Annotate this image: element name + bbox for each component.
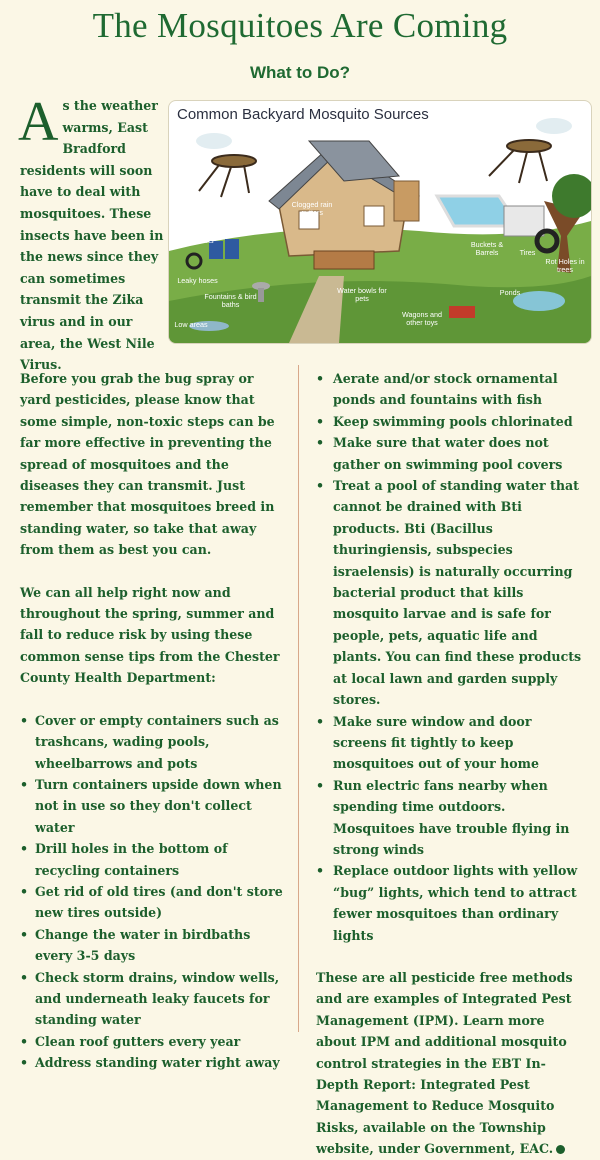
label-hoses: Leaky hoses: [177, 276, 218, 285]
label-boats: Uncovered boats: [235, 218, 271, 235]
list-item: • Check storm drains, window wells, and underneath leaky faucets for standing water: [20, 967, 285, 1031]
list-item: • Make sure window and door screens fit tightly to keep mosquitoes out of your home: [316, 711, 586, 775]
list-item: • Clean roof gutters every year: [20, 1031, 285, 1052]
list-item: • Drill holes in the bottom of recycling containers: [20, 838, 285, 881]
label-rot: Rot Holes in trees: [545, 257, 585, 274]
right-tips-list: [316, 368, 586, 946]
list-item: • Keep swimming pools chlorinated: [316, 411, 586, 432]
intro-text: s the weather warms, East Bradford residents will soon have to deal with mosquitoes. These insects have been in the news since they can sometimes transmit the Zika virus and in our area, the West Nile Virus.: [20, 98, 164, 373]
label-ponds: Ponds: [499, 288, 521, 297]
list-item: • Treat a pool of standing water that cannot be drained with Bti products. Bti (Bacillus thuringiensis, subspecies israelensis) is naturally occurring bacterial product that kills mosquito larvae and is safe for people, pets, aquatic life and plants. You can find these products at local lawn and garden supply stores.: [316, 475, 586, 710]
right-column: [316, 368, 586, 1160]
left-paragraph-1: Before you grab the bug spray or yard pesticides, please know that some simple, non-toxic steps can be far more effective in preventing the spread of mosquitoes and the diseases they can transmit. Just remember that mosquitoes breed in standing water, so take that away from them as best you can.: [20, 371, 275, 558]
left-column: [20, 368, 285, 1074]
label-buckets: Buckets & Barrels: [470, 240, 504, 257]
intro-paragraph: [18, 91, 165, 376]
mosquito-sources-illustration: [168, 100, 592, 344]
list-item: • Run electric fans nearby when spending time outdoors. Mosquitoes have trouble flying in strong winds: [316, 775, 586, 861]
page-title: The Mosquitoes Are Coming: [92, 6, 508, 45]
label-trash: Open trash bins: [189, 228, 225, 245]
page-subtitle: What to Do?: [249, 63, 351, 82]
drop-cap: A: [18, 91, 59, 153]
left-tips-list: [20, 710, 285, 1074]
illustration-title: Common Backyard Mosquito Sources: [177, 106, 429, 123]
list-item: • Cover or empty containers such as trashcans, wading pools, wheelbarrows and pots: [20, 710, 285, 774]
list-item: • Address standing water right away: [20, 1052, 285, 1073]
label-gutters: Clogged rain gutters: [291, 200, 333, 217]
left-paragraph-2: We can all help right now and throughout the spring, summer and fall to reduce risk by using these common sense tips from the Chester County Health Department:: [20, 584, 280, 686]
closing-paragraph: [316, 967, 586, 1160]
list-item: • Get rid of old tires (and don't store new tires outside): [20, 881, 285, 924]
list-item: • Replace outdoor lights with yellow “bug” lights, which tend to attract fewer mosquitoes than ordinary lights: [316, 860, 586, 946]
label-fountains: Fountains & bird baths: [204, 292, 257, 309]
label-water-bowls: Water bowls for pets: [337, 286, 387, 303]
column-divider: [298, 365, 299, 1032]
list-item: • Turn containers upside down when not in use so they don't collect water: [20, 774, 285, 838]
label-tires: Tires: [519, 248, 536, 257]
label-pools: Neglected Pools: [459, 178, 513, 187]
label-wagons: Wagons and other toys: [401, 310, 443, 327]
label-low: Low areas: [174, 320, 208, 329]
end-mark-icon: [556, 1145, 565, 1154]
closing-text: These are all pesticide free methods and are examples of Integrated Pest Management (IPM). Learn more about IPM and additional mosquito control strategies in the EBT In-Depth Report: Integrated Pest Management to Reduce Mosquito Risks, available on the Township website, under Government, EAC.: [316, 969, 573, 1157]
list-item: • Aerate and/or stock ornamental ponds and fountains with fish: [316, 368, 586, 411]
list-item: • Change the water in birdbaths every 3-5 days: [20, 924, 285, 967]
list-item: • Make sure that water does not gather on swimming pool covers: [316, 432, 586, 475]
